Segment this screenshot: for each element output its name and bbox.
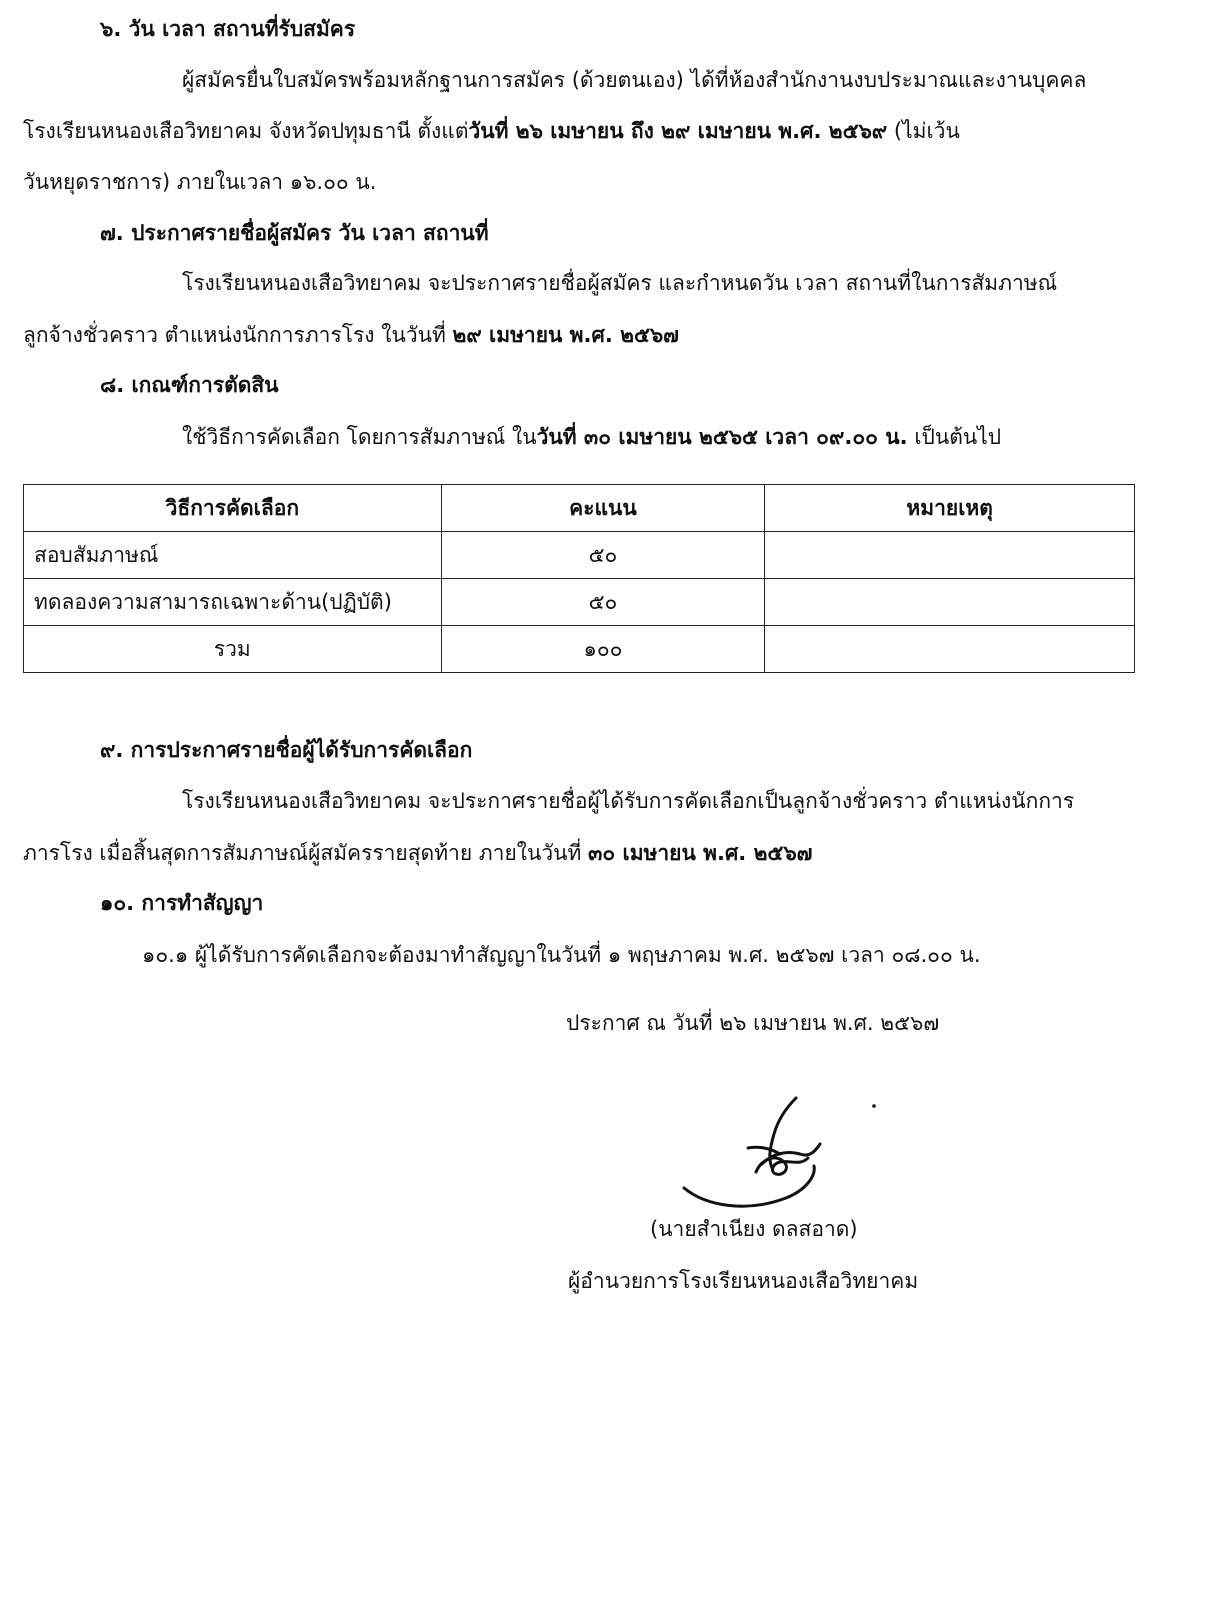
table-row-total xyxy=(24,626,1135,673)
section-8-date-time: วันที่ ๓๐ เมษายน ๒๕๖๕ เวลา ๐๙.๐๐ น. xyxy=(536,425,908,449)
section-6-paragraph-line-1: ผู้สมัครยื่นใบสมัครพร้อมหลักฐานการสมัคร (ด้วยตนเอง) ได้ที่ห้องสำนักงานงบประมาณและงานบุคคล xyxy=(182,68,1087,92)
section-7-text: ลูกจ้างชั่วคราว ตำแหน่งนักการภารโรง ในวันที่ xyxy=(23,323,453,347)
section-8-text-tail: เป็นต้นไป xyxy=(907,425,1002,449)
table-row xyxy=(24,579,1135,626)
section-9-paragraph-line-2 xyxy=(23,838,812,868)
table-header-score: คะแนน xyxy=(441,485,765,532)
section-7-paragraph-line-1: โรงเรียนหนองเสือวิทยาคม จะประกาศรายชื่อผู้สมัคร และกำหนดวัน เวลา สถานที่ในการสัมภาษณ์ xyxy=(182,271,1058,295)
table-row xyxy=(24,532,1135,579)
section-6-heading: ๖. วัน เวลา สถานที่รับสมัคร xyxy=(100,17,356,41)
table-header-remarks: หมายเหตุ xyxy=(765,485,1135,532)
section-6-date-range: วันที่ ๒๖ เมษายน ถึง ๒๙ เมษายน พ.ศ. ๒๕๖๙ xyxy=(468,119,888,143)
table-cell-total-score: ๑๐๐ xyxy=(441,626,765,673)
section-8-paragraph xyxy=(182,422,1001,452)
table-cell-score: ๕๐ xyxy=(441,532,765,579)
section-7-heading: ๗. ประกาศรายชื่อผู้สมัคร วัน เวลา สถานที่ xyxy=(100,221,489,245)
section-7-paragraph-line-2 xyxy=(23,320,679,350)
section-6-paragraph-line-3: วันหยุดราชการ) ภายในเวลา ๑๖.๐๐ น. xyxy=(23,170,377,194)
table-cell-method: ทดลองความสามารถเฉพาะด้าน(ปฏิบัติ) xyxy=(24,579,442,626)
section-10-heading: ๑๐. การทำสัญญา xyxy=(100,891,264,915)
table-cell-score: ๕๐ xyxy=(441,579,765,626)
section-9-text: ภารโรง เมื่อสิ้นสุดการสัมภาษณ์ผู้สมัครรายสุดท้าย ภายในวันที่ xyxy=(23,841,589,865)
section-10-item-1: ๑๐.๑ ผู้ได้รับการคัดเลือกจะต้องมาทำสัญญาในวันที่ ๑ พฤษภาคม พ.ศ. ๒๕๖๗ เวลา ๐๘.๐๐ น. xyxy=(142,943,981,967)
section-6-text-tail: (ไม่เว้น xyxy=(887,119,960,143)
section-8-heading: ๘. เกณฑ์การตัดสิน xyxy=(100,373,279,397)
section-6-paragraph-line-2 xyxy=(23,116,960,146)
table-cell-remarks xyxy=(765,532,1135,579)
table-cell-remarks xyxy=(765,579,1135,626)
table-cell-remarks xyxy=(765,626,1135,673)
table-header-row xyxy=(24,485,1135,532)
table-cell-total-label: รวม xyxy=(24,626,442,673)
section-9-date: ๓๐ เมษายน พ.ศ. ๒๕๖๗ xyxy=(588,841,813,865)
signer-title: ผู้อำนวยการโรงเรียนหนองเสือวิทยาคม xyxy=(568,1269,919,1293)
announcement-date: ประกาศ ณ วันที่ ๒๖ เมษายน พ.ศ. ๒๕๖๗ xyxy=(566,1011,940,1035)
signer-name: (นายสำเนียง ดลสอาด) xyxy=(650,1217,858,1241)
section-8-text: ใช้วิธีการคัดเลือก โดยการสัมภาษณ์ ใน xyxy=(182,425,537,449)
criteria-table xyxy=(23,484,1135,673)
section-6-text: โรงเรียนหนองเสือวิทยาคม จังหวัดปทุมธานี ตั้งแต่ xyxy=(23,119,469,143)
section-9-heading: ๙. การประกาศรายชื่อผู้ได้รับการคัดเลือก xyxy=(100,738,473,762)
signature-image xyxy=(676,1088,886,1218)
table-cell-method: สอบสัมภาษณ์ xyxy=(24,532,442,579)
section-9-paragraph-line-1: โรงเรียนหนองเสือวิทยาคม จะประกาศรายชื่อผู้ได้รับการคัดเลือกเป็นลูกจ้างชั่วคราว ตำแหน่งนักการ xyxy=(182,789,1075,813)
section-7-date: ๒๙ เมษายน พ.ศ. ๒๕๖๗ xyxy=(452,323,679,347)
table-header-method: วิธีการคัดเลือก xyxy=(24,485,442,532)
